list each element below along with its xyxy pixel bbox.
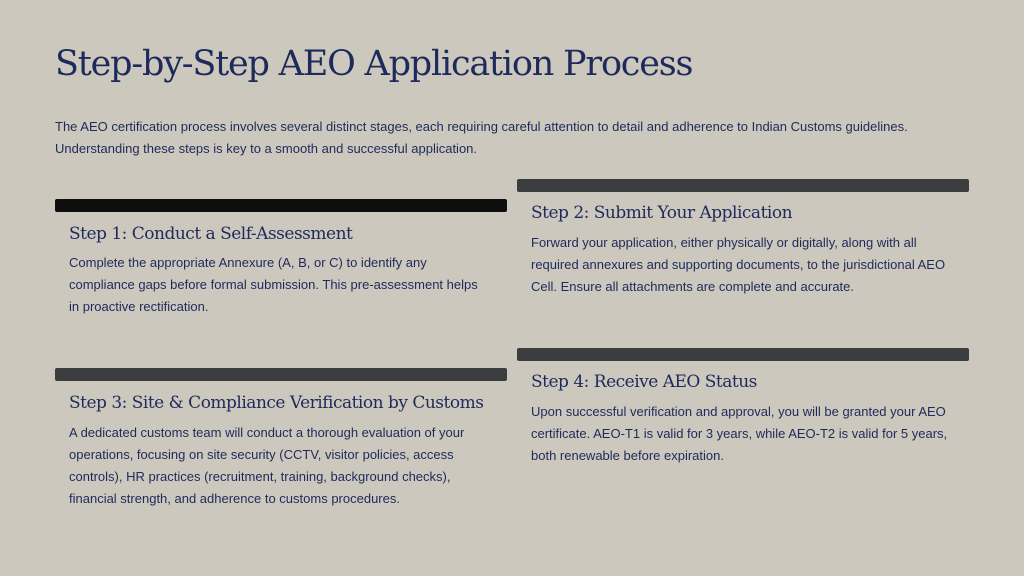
- step-4-title: Step 4: Receive AEO Status: [531, 372, 757, 392]
- step-1-bar: [55, 199, 507, 212]
- step-2-bar: [517, 179, 969, 192]
- intro-text: The AEO certification process involves several distinct stages, each requiring careful attention to detail and adherence to Indian Customs guidelines. Understanding these steps is key to a smooth and successful application.: [55, 119, 908, 156]
- step-1-body: Complete the appropriate Annexure (A, B, or C) to identify any compliance gaps before formal submission. This pre-assessment helps in proactive rectification.: [69, 255, 478, 314]
- step-1-title: Step 1: Conduct a Self-Assessment: [69, 224, 353, 244]
- step-3-title: Step 3: Site & Compliance Verification by Customs: [69, 393, 484, 413]
- step-3-body: A dedicated customs team will conduct a thorough evaluation of your operations, focusing on site security (CCTV, visitor policies, access controls), HR practices (recruitment, training, background checks), financial strength, and adherence to customs procedures.: [69, 425, 465, 506]
- step-4-bar: [517, 348, 969, 361]
- step-3-bar: [55, 368, 507, 381]
- step-2-body: Forward your application, either physically or digitally, along with all required annexures and supporting documents, to the jurisdictional AEO Cell. Ensure all attachments are complete and accurate.: [531, 235, 946, 294]
- step-2-title: Step 2: Submit Your Application: [531, 203, 793, 223]
- page-title: Step-by-Step AEO Application Process: [55, 44, 693, 84]
- step-4-body: Upon successful verification and approval, you will be granted your AEO certificate. AEO-T1 is valid for 3 years, while AEO-T2 is valid for 5 years, both renewable before expiration.: [531, 404, 948, 463]
